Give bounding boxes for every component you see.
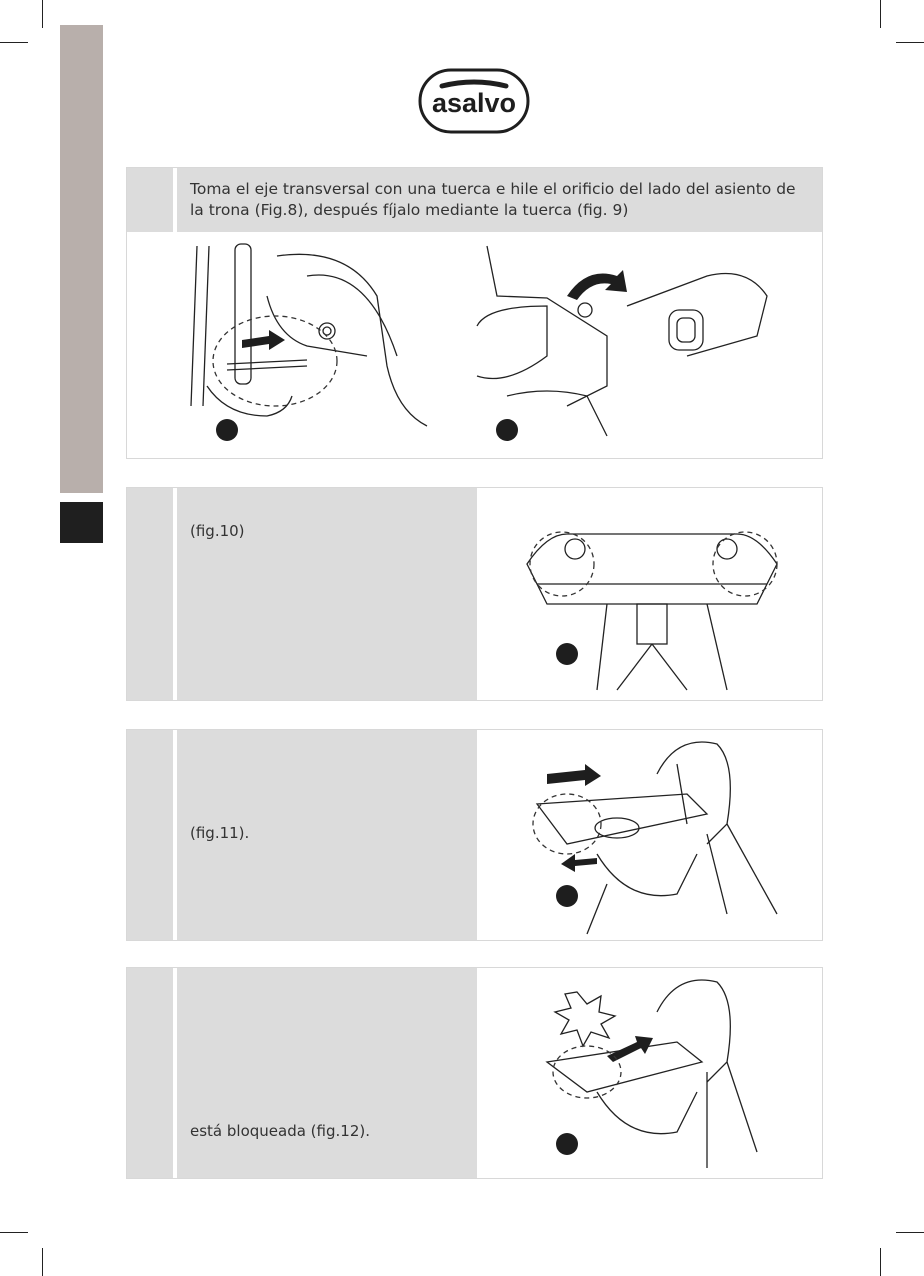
crop-mark <box>896 42 924 43</box>
instruction-text-panel <box>177 730 477 940</box>
figure-12-illustration <box>487 972 817 1176</box>
instruction-text: Toma el eje transversal con una tuerca e hile el orificio del lado del asiento de la trona (Fig.8), después fíjalo mediante la tuerca (fig. 9) <box>190 180 796 219</box>
logo-text: asalvo <box>431 88 517 118</box>
crop-mark <box>896 1232 924 1233</box>
crop-mark <box>880 1248 881 1276</box>
instruction-section-3 <box>126 729 823 941</box>
instruction-text: (fig.10) <box>190 522 245 540</box>
crop-mark <box>0 1232 28 1233</box>
step-number-column <box>127 730 173 940</box>
figure-10-illustration <box>487 494 817 694</box>
step-number-column <box>127 168 173 232</box>
figure-8-9-illustration <box>187 236 787 456</box>
instruction-text: (fig.11). <box>190 824 250 842</box>
side-tab <box>60 25 103 493</box>
crop-mark <box>42 0 43 28</box>
instruction-text-panel <box>177 968 477 1178</box>
side-block <box>60 502 103 543</box>
step-number-column <box>127 488 173 700</box>
instruction-section-1 <box>126 167 823 459</box>
instruction-text: está bloqueada (fig.12). <box>190 1122 370 1140</box>
instruction-header <box>177 168 822 232</box>
instruction-section-4 <box>126 967 823 1179</box>
instruction-section-2 <box>126 487 823 701</box>
crop-mark <box>42 1248 43 1276</box>
figure-11-illustration <box>487 734 817 938</box>
crop-mark <box>0 42 28 43</box>
instruction-text-panel <box>177 488 477 700</box>
crop-mark <box>880 0 881 28</box>
step-number-column <box>127 968 173 1178</box>
brand-logo <box>418 68 530 134</box>
